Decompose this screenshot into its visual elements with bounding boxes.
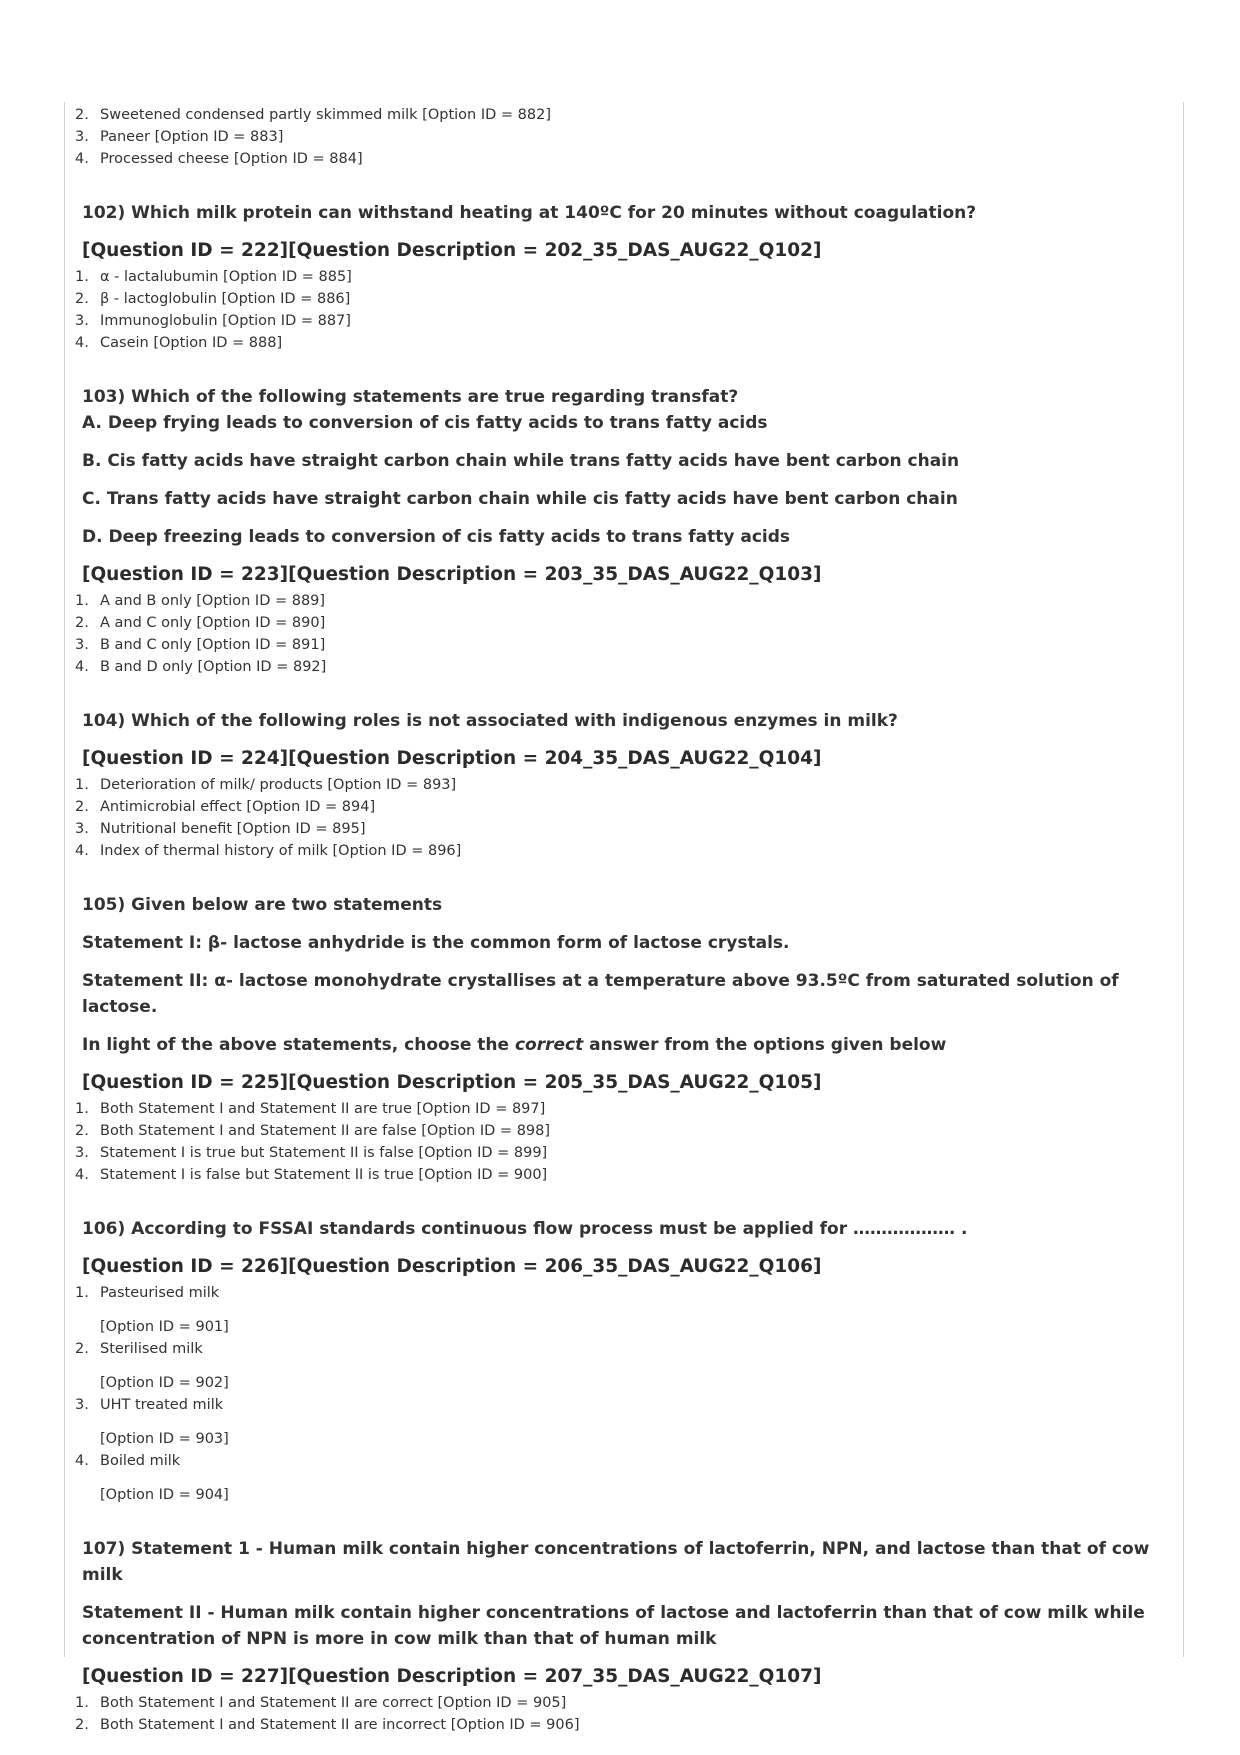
question-103-title: 103) Which of the following statements are true regarding transfat? — [82, 387, 739, 407]
option-item: 1. Deterioration of milk/ products [Option ID = 893] — [75, 777, 457, 793]
option-item: 3. Statement I is true but Statement II is false [Option ID = 899] — [75, 1145, 548, 1161]
statement-2: Statement II: α- lactose monohydrate crystallises at a temperature above 93.5ºC from saturated solution of lactose. — [82, 971, 1119, 1017]
option-list-102 — [65, 266, 1175, 354]
option-item: 3. Nutritional benefit [Option ID = 895] — [75, 821, 366, 837]
option-item: 4. Index of thermal history of milk [Option ID = 896] — [75, 843, 462, 859]
option-item: 3. Paneer [Option ID = 883] — [75, 129, 284, 145]
statement-1: Statement I: β- lactose anhydride is the common form of lactose crystals. — [82, 933, 790, 953]
option-item: 1. Both Statement I and Statement II are correct [Option ID = 905] — [75, 1695, 567, 1711]
option-item: 4. Statement I is false but Statement II is true [Option ID = 900] — [75, 1167, 548, 1183]
question-104-id: [Question ID = 224][Question Description = 204_35_DAS_AUG22_Q104] — [82, 748, 822, 769]
question-107-title: 107) Statement 1 - Human milk contain higher concentrations of lactoferrin, NPN, and lactose than that of cow milk — [82, 1539, 1150, 1585]
instruction-text: In light of the above statements, choose the correct answer from the options given below — [82, 1035, 947, 1055]
question-102-title: 102) Which milk protein can withstand heating at 140ºC for 20 minutes without coagulation? — [82, 203, 977, 223]
option-list-105 — [65, 1098, 1175, 1186]
question-105-id: [Question ID = 225][Question Description = 205_35_DAS_AUG22_Q105] — [82, 1072, 822, 1093]
option-item: 2. A and C only [Option ID = 890] — [75, 615, 326, 631]
question-103-id: [Question ID = 223][Question Description = 203_35_DAS_AUG22_Q103] — [82, 564, 822, 585]
option-item: 2. Both Statement I and Statement II are false [Option ID = 898] — [75, 1123, 551, 1139]
option-list-101 — [65, 104, 1175, 170]
statement-c: C. Trans fatty acids have straight carbon chain while cis fatty acids have bent carbon chain — [82, 489, 958, 509]
option-item: 1. Both Statement I and Statement II are true [Option ID = 897] — [75, 1101, 546, 1117]
option-item: 4. Casein [Option ID = 888] — [75, 335, 283, 351]
option-item: 3. B and C only [Option ID = 891] — [75, 637, 326, 653]
option-item: 1. A and B only [Option ID = 889] — [75, 593, 326, 609]
question-106-title: 106) According to FSSAI standards continuous flow process must be applied for ……………… . — [82, 1219, 968, 1239]
option-list-103 — [65, 590, 1175, 678]
option-list-104 — [65, 774, 1175, 862]
statement-a: A. Deep frying leads to conversion of cis fatty acids to trans fatty acids — [82, 413, 768, 433]
question-106-id: [Question ID = 226][Question Description = 206_35_DAS_AUG22_Q106] — [82, 1256, 822, 1277]
question-107-id: [Question ID = 227][Question Description = 207_35_DAS_AUG22_Q107] — [82, 1666, 822, 1687]
option-item: 2. β - lactoglobulin [Option ID = 886] — [75, 291, 351, 307]
option-item: 2. Sweetened condensed partly skimmed milk [Option ID = 882] — [75, 107, 551, 123]
option-item: 4. B and D only [Option ID = 892] — [75, 659, 327, 675]
option-item: 1. Pasteurised milk [Option ID = 901] — [75, 1285, 229, 1335]
option-item: 1. α - lactalubumin [Option ID = 885] — [75, 269, 352, 285]
option-item: 4. Boiled milk [Option ID = 904] — [75, 1453, 229, 1503]
question-paper — [65, 104, 1175, 1736]
question-102-id: [Question ID = 222][Question Description = 202_35_DAS_AUG22_Q102] — [82, 240, 822, 261]
option-item: 2. Antimicrobial effect [Option ID = 894] — [75, 799, 376, 815]
question-105-title: 105) Given below are two statements — [82, 895, 443, 915]
option-item: 4. Processed cheese [Option ID = 884] — [75, 151, 363, 167]
statement-2-line-1: Statement II - Human milk contain higher concentrations of lactose and lactoferrin than that of cow milk while — [82, 1603, 1145, 1623]
question-104-title: 104) Which of the following roles is not associated with indigenous enzymes in milk? — [82, 711, 898, 731]
option-item: 2. Sterilised milk [Option ID = 902] — [75, 1341, 229, 1391]
option-list-106 — [65, 1282, 1175, 1506]
statement-d: D. Deep freezing leads to conversion of cis fatty acids to trans fatty acids — [82, 527, 791, 547]
option-list-107 — [65, 1692, 1175, 1736]
option-item: 2. Both Statement I and Statement II are incorrect [Option ID = 906] — [75, 1717, 580, 1733]
option-item: 3. Immunoglobulin [Option ID = 887] — [75, 313, 351, 329]
statement-2-line-2: concentration of NPN is more in cow milk than that of human milk — [82, 1629, 717, 1649]
option-item: 3. UHT treated milk [Option ID = 903] — [75, 1397, 229, 1447]
statement-b: B. Cis fatty acids have straight carbon chain while trans fatty acids have bent carbon chain — [82, 451, 960, 471]
